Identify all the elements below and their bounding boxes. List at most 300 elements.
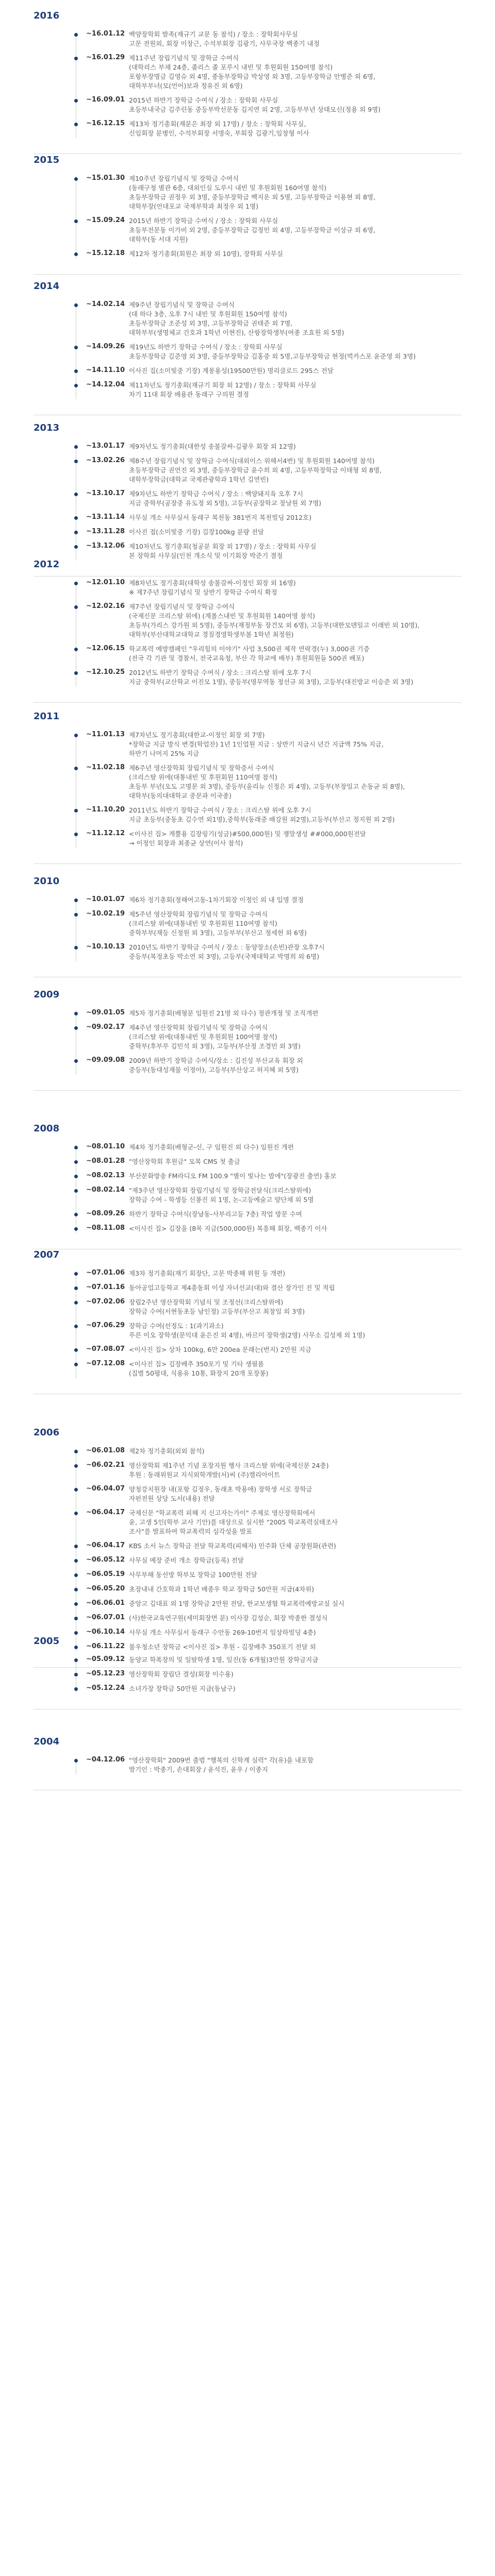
- entry-date: ~09.09.08: [86, 1056, 125, 1064]
- entry-date: ~06.05.20: [86, 1585, 125, 1592]
- entry-description-line: 중등부(동대성재물 이정아), 고등부(부산상고 허지혜 외 5명): [129, 1066, 299, 1074]
- entry-description-line: 제12차 정기총회(회원은 최장 외 10명), 장학회 사무실: [129, 250, 283, 258]
- entry-date: ~06.05.12: [86, 1556, 125, 1564]
- section-divider: [34, 576, 461, 577]
- entry-description-line: 제4차 정기총회(배형군-신, 구 임원진 외 다수) 임원진 개편: [129, 1143, 294, 1151]
- timeline-dot-icon: [74, 1759, 78, 1762]
- entry-description-line: 제7차년도 정기총회(대한교-이정인 회장 외 7명): [129, 731, 265, 739]
- timeline-dot-icon: [74, 648, 78, 651]
- entry-description-line: 제13차 정기총회(재분은 최장 외 17명) / 장소 : 장학회 사무실,: [129, 120, 306, 128]
- entry-description-line: ※ 제7주년 장립기념식 및 상반기 장학금 수여식 확정: [129, 588, 277, 596]
- timeline-dot-icon: [74, 946, 78, 950]
- entry-date: ~09.01.05: [86, 1009, 125, 1016]
- entry-date: ~13.12.06: [86, 542, 125, 550]
- entry-description: [129, 829, 366, 848]
- year-heading: 2010: [34, 876, 60, 887]
- timeline-dot-icon: [74, 1658, 78, 1662]
- entry-description: [129, 249, 283, 259]
- section-divider: [34, 702, 461, 703]
- entry-description-line: 신임회장 분병인, 수석부회장 서명숙, 부회장 김광기,임창형 이사: [129, 129, 309, 137]
- entry-description-line: 제6차 정기총회(정해여고동-1차기회장 이정인 외 내 입명 결정: [129, 896, 304, 904]
- entry-description: [129, 1684, 236, 1693]
- entry-description: [129, 381, 316, 399]
- timeline-dot-icon: [74, 1545, 78, 1548]
- entry-description-line: 고문 전원외, 회장 이창근, 수석부회장 김광기, 사무국장 백종기 내정: [129, 40, 320, 47]
- entry-description-line: 초등부장학금 권정우 외 3명, 중등부장학금 백지운 외 5명, 고등부장학금 이용현 외 8명,: [129, 193, 375, 201]
- entry-description: [129, 542, 316, 561]
- entry-date: ~14.11.10: [86, 366, 125, 374]
- entry-description: [129, 579, 296, 597]
- entry-description: [129, 1485, 312, 1503]
- entry-description-line: 제19년도 하반기 장학금 수여식 / 장소 : 장학회 사무실: [129, 343, 283, 351]
- entry-description: [129, 96, 381, 114]
- entry-date: ~05.12.24: [86, 1684, 125, 1692]
- entry-date: ~10.10.13: [86, 943, 125, 951]
- entry-description-line: KBS 소서 뉴스 장학금 전달 학교폭력(피해자) 민주화 단체 공장원화(관련): [129, 1542, 336, 1550]
- entry-date: ~05.09.12: [86, 1655, 125, 1663]
- entry-date: ~13.11.14: [86, 513, 125, 521]
- entry-description: [129, 1224, 327, 1233]
- timeline-dot-icon: [74, 1450, 78, 1453]
- entry-date: ~15.09.24: [86, 216, 125, 224]
- entry-description: [129, 1509, 338, 1536]
- timeline-dot-icon: [74, 219, 78, 223]
- entry-description-line: 이사진 집(소미빛중 기장) 계몽용성(19500만원) 명리클로드 295스 전달: [129, 367, 334, 375]
- entry-description-line: 중등부(복정초등 박소연 외 3명), 고등부(국제대학교 박명희 외 6명): [129, 953, 320, 960]
- entry-description: [129, 895, 304, 905]
- entry-date: ~16.09.01: [86, 96, 125, 104]
- entry-description: [129, 1655, 318, 1665]
- entry-description: [129, 1614, 327, 1623]
- entry-date: ~16.12.15: [86, 120, 125, 127]
- entry-description-line: 발기인 : 박종기, 손대회장 / 윤석진, 윤우 / 이종지: [129, 1766, 268, 1773]
- entry-description-line: 불우청소년 장학금 <이사진 집> 후원 - 김장배추 350포기 전달 외: [129, 1643, 316, 1651]
- year-heading: 2016: [34, 10, 60, 21]
- entry-description-line: (집벌 50평대, 식용유 10통, 화장지 20개 포장봉): [129, 1369, 269, 1377]
- entry-description: [129, 1556, 244, 1565]
- entry-description: [129, 1298, 305, 1316]
- timeline-dot-icon: [74, 177, 78, 181]
- entry-description: [129, 1023, 301, 1051]
- timeline-dot-icon: [74, 809, 78, 812]
- entry-date: ~15.12.18: [86, 249, 125, 257]
- entry-description: [129, 1269, 285, 1278]
- entry-description-line: 제4주년 영산장학회 장립기념식 및 장학금 수여식: [129, 1024, 268, 1031]
- timeline-dot-icon: [74, 1213, 78, 1216]
- timeline-dot-icon: [74, 57, 78, 60]
- timeline-dot-icon: [74, 1559, 78, 1563]
- timeline-dot-icon: [74, 384, 78, 387]
- timeline-dot-icon: [74, 1012, 78, 1015]
- entry-description: [129, 442, 296, 451]
- entry-date: ~06.04.07: [86, 1485, 125, 1493]
- entry-description: [129, 1321, 365, 1340]
- entry-description: [129, 602, 419, 639]
- entry-description-line: 초등부장학금 권연진 외 3명, 중등부장학금 윤수희 외 4명, 고등부학장학금 이태형 외 8명,: [129, 466, 382, 474]
- timeline-dot-icon: [74, 531, 78, 534]
- entry-description: [129, 1570, 257, 1580]
- entry-description: [129, 943, 325, 961]
- entry-description: [129, 1541, 336, 1551]
- entry-description-line: 제9차년도 정기총회(대한성 송불갈싸-김광우 회장 외 12명): [129, 443, 296, 450]
- entry-date: ~06.11.22: [86, 1642, 125, 1650]
- entry-date: ~07.01.16: [86, 1283, 125, 1291]
- entry-description-line: 포항부장명금 김영슈 외 4명, 종동부장학금 박상영 외 3명, 고등부장학금 안병준 외 6명,: [129, 73, 375, 80]
- timeline-dot-icon: [74, 123, 78, 126]
- entry-description-line: 대학부부녀(모(언어)보과 정유진 외 6명): [129, 82, 243, 90]
- timeline-dot-icon: [74, 582, 78, 585]
- entry-description-line: 소녀가장 장학금 50만원 지급(동남구): [129, 1685, 236, 1692]
- timeline-dot-icon: [74, 767, 78, 770]
- entry-description-line: 제7주년 장립기념식 및 장학금 수여식: [129, 603, 235, 611]
- entry-description-line: 제11차년도 정기총회(재규기 회장 외 12명) / 장소 : 장학회 사무실: [129, 381, 317, 389]
- entry-description: [129, 1461, 328, 1480]
- entry-description: [129, 528, 264, 537]
- entry-description-line: 백양장학회 발족(재규기 교문 동 참석) / 장소 : 장학회사무실: [129, 30, 298, 38]
- entry-date: ~10.01.07: [86, 895, 125, 903]
- entry-description: [129, 1642, 316, 1652]
- entry-description-line: 사무실 개소 사무실서 동래구 수안동 269-10번지 일상하빌딩 4층): [129, 1629, 316, 1636]
- entry-date: ~08.11.08: [86, 1224, 125, 1232]
- entry-description-line: 영산장학회 장립단 결성(회장 이수용): [129, 1670, 234, 1678]
- section-divider: [34, 1090, 461, 1091]
- entry-description: [129, 1585, 314, 1594]
- entry-description: [129, 1157, 240, 1166]
- entry-date: ~14.02.14: [86, 300, 125, 308]
- entry-date: ~13.11.28: [86, 528, 125, 535]
- entry-date: ~12.06.15: [86, 645, 125, 652]
- timeline-dot-icon: [74, 833, 78, 836]
- entry-description-line: (대학리스 부채 24층, 졸리스 졸 포루시 내빈 및 후원회원 150여명 참석): [129, 63, 333, 71]
- timeline-dot-icon: [74, 1160, 78, 1164]
- entry-description-line: 2011년도 하반기 장학금 수여식 / 장소 : 크리스탈 위에 오후 7시: [129, 806, 311, 814]
- year-heading: 2011: [34, 711, 60, 722]
- entry-description: [129, 645, 370, 663]
- entry-description-line: 2015년 하반기 장학금 수여식 / 장소 : 장학회 사무실: [129, 217, 278, 225]
- entry-description: [129, 1143, 294, 1152]
- entry-description-line: 윤, 고생 5인(학부 교사 기안)를 대상으로 실시한 "2005 학교폭력실태조사: [129, 1518, 338, 1526]
- entry-description-line: 초등부전문동 이가비 외 2명, 중등부장학금 김정민 외 4명, 고등부장학금 이상규 외 6명,: [129, 226, 375, 234]
- entry-description-line: 제6주년 영산장학회 장립기념식 및 장학증서 수여식: [129, 764, 274, 772]
- entry-description-line: 지금 초등부(중동초 김수연 외1명),중학부(동래중 배강원 외2명),고등부(부산고 정지원 외 2명): [129, 816, 395, 823]
- timeline-dot-icon: [74, 1573, 78, 1577]
- timeline-dot-icon: [74, 899, 78, 902]
- entry-date: ~04.12.06: [86, 1756, 125, 1764]
- timeline-dot-icon: [74, 33, 78, 37]
- entry-date: ~08.09.26: [86, 1210, 125, 1217]
- entry-description-line: 장학금 수여(선정도 : 1(과기과소): [129, 1322, 224, 1330]
- timeline-dot-icon: [74, 1227, 78, 1231]
- entry-description: [129, 1210, 302, 1219]
- timeline-dot-icon: [74, 1348, 78, 1352]
- entry-description-line: 중학부부(재등 신정원 외 3명), 고등부부(부산고 정세헌 외 6명): [129, 929, 307, 937]
- entry-description-line: 양청강치원장 내(포항 김정우, 동래초 박용애) 장학생 서로 장학금: [129, 1485, 312, 1493]
- entry-date: ~11.10.20: [86, 806, 125, 814]
- timeline-dot-icon: [74, 1301, 78, 1304]
- entry-description: [129, 343, 416, 361]
- entry-date: ~14.12.04: [86, 381, 125, 388]
- timeline-dot-icon: [74, 1588, 78, 1591]
- timeline-dot-icon: [74, 1272, 78, 1276]
- entry-date: ~15.01.30: [86, 174, 125, 182]
- timeline-dot-icon: [74, 1175, 78, 1178]
- entry-description-line: 초등부(가리스 강가원 외 5명), 중등부(재정부동 장건모 외 6명), 고등부(대한모덴일고 이래빈 외 10명),: [129, 621, 420, 629]
- timeline-dot-icon: [74, 734, 78, 737]
- entry-description-line: *장학금 지금 방식 변경(학업잔) 1년 1인업원 지금 : 상반기 지급시 년간 지급액 75% 지금,: [129, 740, 384, 748]
- entry-date: ~16.01.12: [86, 30, 125, 38]
- entry-description-line: 학교폭력 예방캠페인 "우리힘의 이야기" 사업 3,500권 제작 연락경(누) 3,000권 기증: [129, 645, 370, 653]
- entry-description-line: (크리스탈 위에(대통내빈 및 후원회원 110여명 참석): [129, 920, 277, 927]
- entry-description: [129, 1172, 337, 1181]
- entry-description-line: 사무실 개소 사무실서 동래구 복천동 381번지 복천빌딩 2012호): [129, 514, 312, 521]
- entry-description-line: 제11주년 장립기념식 및 장학금 수여식: [129, 54, 239, 62]
- entry-description: [129, 54, 375, 91]
- section-divider: [34, 1667, 461, 1668]
- timeline-dot-icon: [74, 1488, 78, 1492]
- entry-description-line: 장학금 수여(서현동초등 남인정) 고등부(부산고 최창일 외 3명): [129, 1308, 305, 1315]
- timeline-dot-icon: [74, 1325, 78, 1328]
- entry-date: ~08.02.13: [86, 1172, 125, 1179]
- entry-description: [129, 489, 321, 508]
- entry-description-line: 제2차 정기총회(외외 참석): [129, 1447, 205, 1455]
- entry-description: [129, 1599, 344, 1608]
- timeline-dot-icon: [74, 1617, 78, 1620]
- entry-description-line: <이사진 집> 김장배추 350포기 및 기타 생필품: [129, 1360, 264, 1368]
- year-heading: 2015: [34, 155, 60, 165]
- entry-description-line: 제10차년도 정기총회(청공분 회장 외 17명) / 장소 : 장학회 사무실: [129, 543, 317, 550]
- entry-description: [129, 1283, 335, 1293]
- entry-description: [129, 1628, 316, 1637]
- entry-description-line: 대학부(동 서대 지원): [129, 235, 188, 243]
- timeline-dot-icon: [74, 445, 78, 449]
- entry-date: ~06.10.14: [86, 1628, 125, 1636]
- entry-description-line: → 이정인 회장과 최종균 상연(이사 참석): [129, 839, 243, 847]
- entry-date: ~13.01.17: [86, 442, 125, 450]
- timeline-dot-icon: [74, 516, 78, 520]
- entry-description-line: 하반기 나머지 25% 지금: [129, 750, 200, 757]
- entry-date: ~06.07.01: [86, 1614, 125, 1621]
- timeline-dot-icon: [74, 1464, 78, 1468]
- entry-date: ~06.01.08: [86, 1447, 125, 1454]
- entry-description-line: 지금 중학부(교산학교 이진모 1명), 중등부(명무역동 정선규 외 3명), 고등부(대진방교 이승준 외 3명): [129, 678, 414, 686]
- timeline-dot-icon: [74, 1631, 78, 1635]
- entry-description: [129, 1756, 314, 1774]
- year-heading: 2007: [34, 1249, 60, 1260]
- timeline-dot-icon: [74, 303, 78, 307]
- entry-description-line: 본 장학회 사무실(인천 개소식 및 이기회장 박준기 결정: [129, 552, 283, 560]
- entry-description-line: 대학부(동의대대학교 중문과 이국종): [129, 792, 232, 800]
- entry-date: ~11.02.18: [86, 764, 125, 771]
- entry-description-line: 대학부장(언대포교 국제부학과 최정우 외 1명): [129, 202, 258, 210]
- entry-description: [129, 910, 307, 938]
- entry-description-line: 대학부(부산대학교대학교 경질경영학생부볼 1학년 최정원): [129, 631, 294, 638]
- entry-description-line: <이사진 집> 상차 100kg, 6만 200ea 문래는(번지) 2만원 지금: [129, 1346, 311, 1353]
- year-heading: 2004: [34, 1736, 60, 1747]
- section-divider: [34, 274, 461, 275]
- entry-description-line: 중앙고 김대표 외 1명 장학금 2만원 전달, 한교보생협 학교폭력예방교실 실시: [129, 1600, 344, 1607]
- entry-date: ~10.02.19: [86, 910, 125, 918]
- entry-description: [129, 806, 394, 824]
- entry-description: [129, 1670, 234, 1679]
- section-divider: [34, 863, 461, 864]
- entry-date: ~11.12.12: [86, 829, 125, 837]
- entry-date: ~06.06.01: [86, 1599, 125, 1607]
- entry-description: [129, 764, 405, 801]
- year-heading: 2014: [34, 281, 60, 292]
- entry-date: ~11.01.13: [86, 731, 125, 738]
- entry-description-line: 제5주년 영산장학회 장립기념식 및 장학금 수여식: [129, 910, 268, 918]
- entry-description-line: (사)한국교육연구원(세미회장면 분) 이사장 김성순, 회장 박종한 결성식: [129, 1614, 328, 1622]
- entry-description-line: "제3주년 영산장학회 장립기념식 및 장학금전달식(크리스탈위에): [129, 1187, 311, 1194]
- entry-description: [129, 174, 375, 211]
- entry-date: ~09.02.17: [86, 1023, 125, 1031]
- entry-description-line: 제9차년도 하반기 장학금 수여식 / 장소 : 백양돼지육 오후 7시: [129, 490, 303, 498]
- entry-description-line: 사무부해 동선방 학부모 장학금 100만원 전달: [129, 1571, 258, 1579]
- entry-description: [129, 731, 384, 758]
- entry-description-line: 국제신문 "학교폭력 피해 지 신고자는가이" 주제로 영산장학회에서: [129, 1509, 316, 1517]
- entry-description-line: 2009년 하반기 장학금 수여식/장소 : 김진성 부산교육 회장 외: [129, 1057, 303, 1064]
- entry-description-line: 제9주년 장립기념식 및 장학금 수여식: [129, 301, 235, 309]
- entry-date: ~06.05.19: [86, 1570, 125, 1578]
- timeline-dot-icon: [74, 1673, 78, 1676]
- year-heading: 2013: [34, 422, 60, 433]
- entry-description-line: 지금 중학부(공장중 유도정 외 5명), 고등부(공장학교 장날원 외 7명): [129, 499, 322, 507]
- year-heading: 2006: [34, 1427, 60, 1438]
- entry-description-line: <이사진 집> 게뿔용 김장링기(성금)#500,000원) 및 쟁말생성 ##000,000원전달: [129, 830, 366, 838]
- entry-description: [129, 366, 334, 376]
- entry-description-line: 2012년도 하반기 장학금 수여식 / 장소 : 크리스탈 위에 오후 7시: [129, 669, 311, 676]
- entry-description: [129, 1186, 314, 1205]
- timeline-dot-icon: [74, 1189, 78, 1193]
- entry-description-line: 대학부부(생명체교 간호과 1학년 이현진), 산항장학생부(여종 조효원 외 5명): [129, 329, 344, 336]
- entry-description: [129, 668, 414, 687]
- entry-description-line: 조사"를 발표하여 학교폭력의 심각성을 발표: [129, 1528, 252, 1535]
- entry-date: ~07.01.06: [86, 1269, 125, 1277]
- timeline-dot-icon: [74, 605, 78, 609]
- year-heading: 2005: [34, 1636, 60, 1647]
- entry-description-line: 제10주년 장립기념식 및 장학금 수여식: [129, 175, 239, 182]
- entry-description-line: (전국 각 기관 및 경찰서, 전국교육청, 부산 각 학교에 배부) 후원회원들 500권 배포): [129, 654, 365, 662]
- entry-description: [129, 1447, 204, 1456]
- entry-date: ~06.04.17: [86, 1541, 125, 1549]
- entry-date: ~06.02.21: [86, 1461, 125, 1469]
- entry-description-line: 이사진 접(소미빛중 기장) 김장100kg 분량 전달: [129, 528, 264, 536]
- entry-description-line: 차기 11대 회장 배용관 동래구 구의원 결정: [129, 391, 249, 398]
- entry-description: [129, 1056, 303, 1075]
- entry-description-line: 제8주년 장립기념식 및 장학금 수여식(대외이스 위해서4번) 및 후원회원 140여명 참석): [129, 457, 375, 465]
- entry-description: [129, 120, 309, 138]
- entry-description-line: 제8차년도 정기총회(대학성 송불갈싸-이정인 회장 외 16명): [129, 579, 296, 587]
- entry-date: ~07.06.29: [86, 1321, 125, 1329]
- entry-description-line: 대학부장학금(대학교 국제관광학과 1학년 김연빈): [129, 476, 269, 483]
- timeline-dot-icon: [74, 1646, 78, 1649]
- timeline-dot-icon: [74, 1286, 78, 1290]
- year-heading: 2012: [34, 559, 60, 570]
- entry-description-line: 초등부장학금 조준성 외 3명, 고등부장학금 권태준 외 7명,: [129, 319, 293, 327]
- timeline-dot-icon: [74, 252, 78, 256]
- entry-description-line: (대 하다 3층, 오후 7시 내빈 및 후원회원 150여명 참석): [129, 310, 287, 318]
- entry-date: ~08.01.28: [86, 1157, 125, 1165]
- entry-description-line: 동아공업고등학교 제4총동회 이성 자녀선교(대)와 결산 장가인 진 및 적립: [129, 1284, 335, 1292]
- timeline-dot-icon: [74, 460, 78, 463]
- entry-date: ~07.02.06: [86, 1298, 125, 1306]
- timeline-dot-icon: [74, 545, 78, 549]
- entry-description: [129, 30, 320, 48]
- entry-description-line: 동양교 학폭장의 및 일탈학생 1명, 일진(동 6개월)3만원 장학금지급: [129, 1656, 319, 1664]
- entry-description-line: 중학부(후부루 김민석 외 3명), 고등부(부산정 조경민 외 3명): [129, 1042, 301, 1050]
- timeline-dot-icon: [74, 99, 78, 103]
- timeline-dot-icon: [74, 1687, 78, 1691]
- year-heading: 2009: [34, 989, 60, 1000]
- entry-date: ~13.02.26: [86, 456, 125, 464]
- entry-description-line: 부산문화방송 FM라디오 FM 100.9 "별이 빛나는 밤에"(장광진 출연) 홍보: [129, 1172, 337, 1180]
- entry-description-line: 장학금 수여 - 학생등 신봉진 외 1명, 논-고등예술고 양단채 외 5명: [129, 1196, 314, 1204]
- entry-description: [129, 300, 344, 337]
- timeline-dot-icon: [74, 1363, 78, 1366]
- entry-description-line: (동래구청 별관 6층, 대외인실 도루시 내빈 및 후원회원 160여명 참석): [129, 184, 327, 192]
- entry-date: ~12.02.16: [86, 602, 125, 610]
- entry-description-line: 후원 : 동래위원교 지식외학개발(서)씨 (주)캠리아이트: [129, 1471, 280, 1479]
- timeline-dot-icon: [74, 671, 78, 675]
- year-heading: 2008: [34, 1123, 60, 1134]
- entry-description-line: "영산장학회" 2009번 출범 "행복의 신학계 실력" 각(유)을 내포함: [129, 1756, 314, 1764]
- timeline-dot-icon: [74, 1512, 78, 1515]
- entry-date: ~14.09.26: [86, 343, 125, 350]
- entry-date: ~08.01.10: [86, 1143, 125, 1150]
- entry-description-line: 2010년도 하반기 장학금 수여식 / 장소 : 동양장소(손빈)관장 오후7시: [129, 943, 325, 951]
- entry-description: [129, 456, 382, 484]
- timeline-dot-icon: [74, 346, 78, 349]
- entry-description-line: 초장내내 간호학과 1학년 배종우 학교 장학금 50만원 지급(4차위): [129, 1585, 315, 1593]
- entry-description-line: "영산장학회 후원금" 모복 CMS 첫 출금: [129, 1158, 240, 1165]
- entry-description-line: 장립2주년 영산장학회 기념식 및 조정선(크리스탈위에): [129, 1298, 284, 1306]
- entry-date: ~12.01.10: [86, 579, 125, 586]
- entry-description-line: (국제신문 크리스탈 위에) (계롤스내빈 및 후원회원 140여명 참석): [129, 612, 315, 620]
- timeline-dot-icon: [74, 1146, 78, 1149]
- timeline-dot-icon: [74, 1059, 78, 1063]
- entry-description: [129, 216, 375, 244]
- entry-description-line: 푸른 이오 장학생(문익대 윤은진 외 4명), 바르미 장학생(2명) 사무소 김성제 외 1명): [129, 1331, 366, 1339]
- entry-description-line: 하반기 장학금 수여식(장남동-사부리고등 7층) 작업 방문 수여: [129, 1210, 302, 1218]
- entry-description: [129, 513, 311, 522]
- entry-description-line: 영산장학회 제1주년 기념 포장지원 행사 크리스탈 위에(국제신문 24층): [129, 1462, 329, 1469]
- entry-description-line: 초등부내국금 김주린동 중등부박선문동 김지연 외 2명, 고등부부년 상태모신(정용 외 9명): [129, 106, 381, 113]
- timeline-dot-icon: [74, 1026, 78, 1030]
- entry-description: [129, 1360, 268, 1378]
- entry-date: ~06.04.17: [86, 1509, 125, 1516]
- timeline-dot-icon: [74, 493, 78, 496]
- entry-description-line: 초등부장학금 김준영 외 3명, 중등부장학금 김홍중 외 5명,고등부장학금 현정(벅카스포 윤준영 외 3명): [129, 352, 416, 360]
- entry-description-line: 사무실 예장 준비 개소 장학금(등록) 전달: [129, 1556, 244, 1564]
- entry-description-line: 2015년 하반기 장학금 수여식 / 장소 : 장학회 사무실: [129, 96, 278, 104]
- entry-date: ~08.02.14: [86, 1186, 125, 1194]
- entry-description-line: <이사진 집> 김장을 (8목 지금(500,000원) 복흥해 회장, 백종기 이사: [129, 1225, 327, 1232]
- entry-description: [129, 1345, 311, 1354]
- entry-date: ~07.08.07: [86, 1345, 125, 1353]
- entry-description-line: 자펀전원 상당 도서(내용) 전달: [129, 1495, 215, 1502]
- timeline-dot-icon: [74, 913, 78, 917]
- timeline-dot-icon: [74, 369, 78, 373]
- entry-date: ~05.12.23: [86, 1670, 125, 1677]
- entry-date: ~13.10.17: [86, 489, 125, 497]
- entry-description-line: 초등부 부년(오도 고명문 외 3명), 중등부(울리뉴 신정은 외 4명), 고등부(부장일고 손동균 외 8명),: [129, 783, 405, 790]
- entry-description-line: (크리스탈 위에(대통내빈 및 후원회원 100여명 참석): [129, 1033, 277, 1041]
- entry-description: [129, 1009, 318, 1018]
- entry-description-line: (크리스탈 위에(대통내빈 및 후원회원 110여명 참석): [129, 773, 277, 781]
- entry-date: ~16.01.29: [86, 54, 125, 61]
- entry-description-line: 제5차 정기총회(배형분 임원진 21명 외 다수) 정관개정 및 조직개편: [129, 1009, 319, 1017]
- timeline-dot-icon: [74, 1602, 78, 1606]
